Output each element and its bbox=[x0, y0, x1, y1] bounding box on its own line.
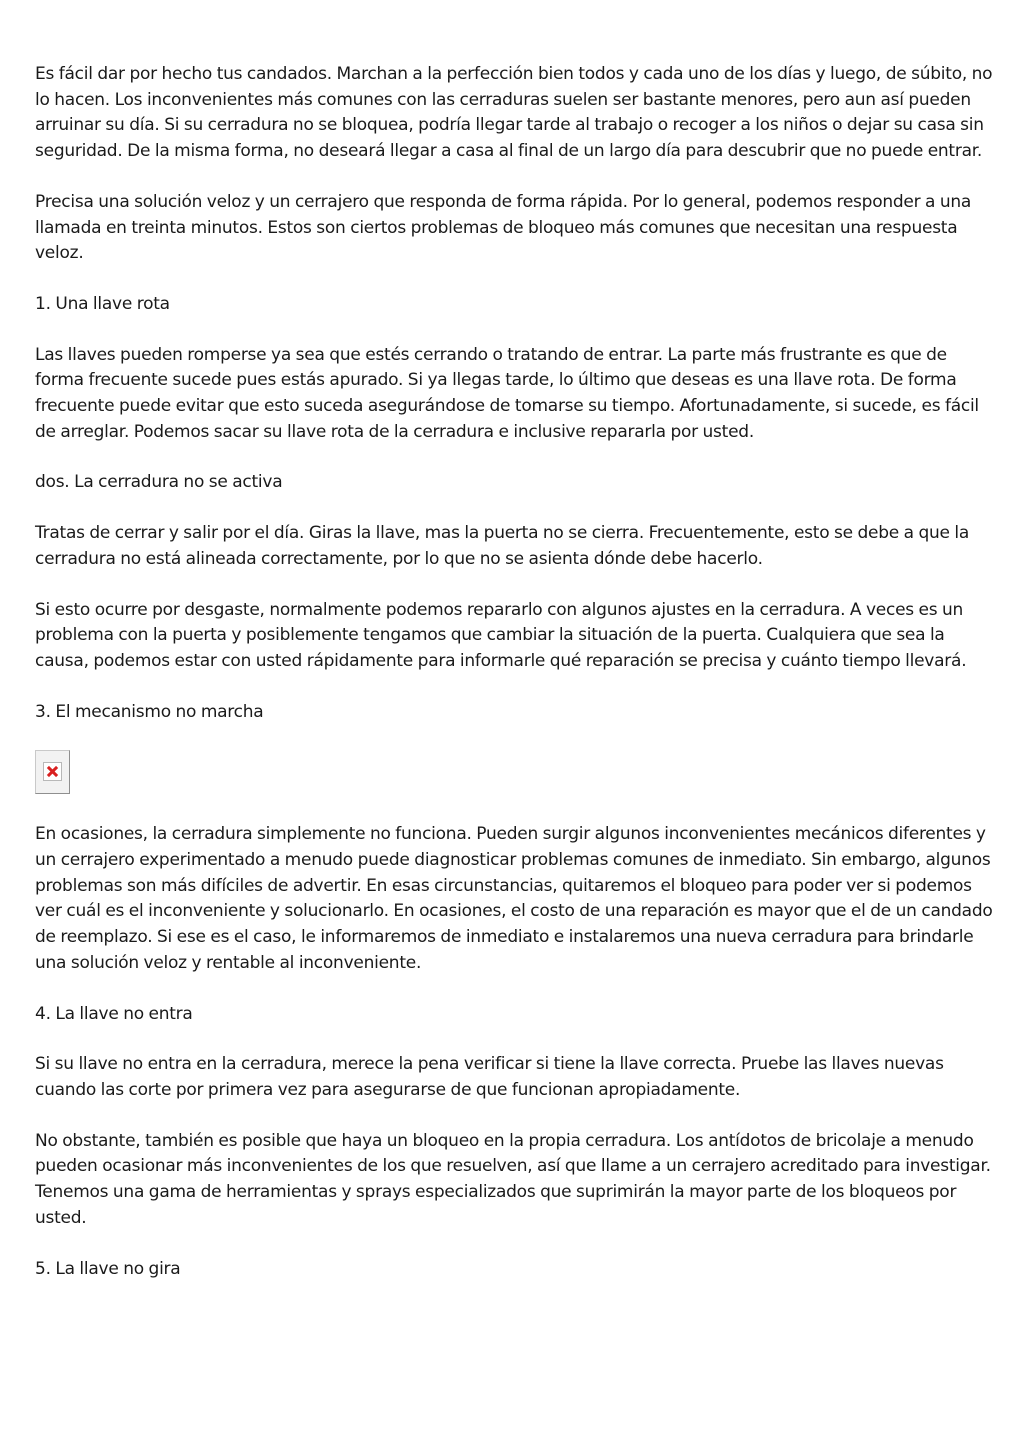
lock-repair-paragraph: Si esto ocurre por desgaste, normalmente podemos repararlo con algunos ajustes en la cerradura. A veces es un problema con la puerta y posiblemente tengamos que cambiar la situación de la puerta. Cualquiera que sea la causa, podemos estar con usted rápidamente para informarle qué reparación se precisa y cuánto tiempo llevará. bbox=[35, 599, 967, 671]
blockage-paragraph: No obstante, también es posible que haya un bloqueo en la propia cerradura. Los antídotos de bricolaje a menudo pueden ocasionar más inconvenientes de los que resuelven, así que llame a un cerrajero acreditado para investigar. Tenemos una gama de herramientas y sprays especializados que suprimirán la mayor parte de los bloqueos por usted. bbox=[35, 1130, 991, 1228]
lock-not-engaging-paragraph: Tratas de cerrar y salir por el día. Giras la llave, mas la puerta no se cierra. Frecuentemente, esto se debe a que la cerradura no está alineada correctamente, por lo que no se asienta dónde debe hacerlo. bbox=[35, 523, 970, 569]
intro-paragraph: Es fácil dar por hecho tus candados. Marchan a la perfección bien todos y cada uno de los días y luego, de súbito, no lo hacen. Los inconvenientes más comunes con las cerraduras suelen ser bastante menores, pero aun así pueden arruinar su día. Si su cerradura no se bloquea, podría llegar tarde al trabajo o recoger a los niños o dejar su casa sin seguridad. De la misma forma, no deseará llegar a casa al final de un largo día para descubrir que no puede entrar. bbox=[35, 64, 993, 162]
section-heading-mechanism: 3. El mecanismo no marcha bbox=[35, 701, 264, 722]
section-heading-key-not-turning: 5. La llave no gira bbox=[35, 1258, 181, 1279]
mechanism-paragraph: En ocasiones, la cerradura simplemente no funciona. Pueden surgir algunos inconvenientes mecánicos diferentes y un cerrajero experimentado a menudo puede diagnosticar problemas comunes de inmediato. Sin embargo, algunos problemas son más difíciles de advertir. En esas circunstancias, quitaremos el bloqueo para poder ver si podemos ver cuál es el inconveniente y solucionarlo. En ocasiones, el costo de una reparación es mayor que el de un candado de reemplazo. Si ese es el caso, le informaremos de inmediato e instalaremos una nueva cerradura para brindarle una solución veloz y rentable al inconveniente. bbox=[35, 824, 993, 973]
broken-image-placeholder bbox=[35, 750, 70, 794]
article-body bbox=[35, 62, 995, 1307]
section-heading-broken-key: 1. Una llave rota bbox=[35, 293, 170, 314]
section-heading-key-not-entering: 4. La llave no entra bbox=[35, 1003, 193, 1024]
response-paragraph: Precisa una solución veloz y un cerrajero que responda de forma rápida. Por lo general, podemos responder a una llamada en treinta minutos. Estos son ciertos problemas de bloqueo más comunes que necesitan una respuesta veloz. bbox=[35, 191, 972, 264]
broken-image-icon bbox=[43, 762, 62, 781]
key-not-entering-paragraph: Si su llave no entra en la cerradura, merece la pena verificar si tiene la llave correcta. Pruebe las llaves nuevas cuando las corte por primera vez para asegurarse de que funcionan apropiadamente. bbox=[35, 1054, 944, 1100]
broken-key-paragraph: Las llaves pueden romperse ya sea que estés cerrando o tratando de entrar. La parte más frustrante es que de forma frecuente sucede pues estás apurado. Si ya llegas tarde, lo último que deseas es una llave rota. De forma frecuente puede evitar que esto suceda asegurándose de tomarse su tiempo. Afortunadamente, si sucede, es fácil de arreglar. Podemos sacar su llave rota de la cerradura e inclusive repararla por usted. bbox=[35, 344, 979, 442]
section-heading-lock-not-engaging: dos. La cerradura no se activa bbox=[35, 472, 283, 493]
